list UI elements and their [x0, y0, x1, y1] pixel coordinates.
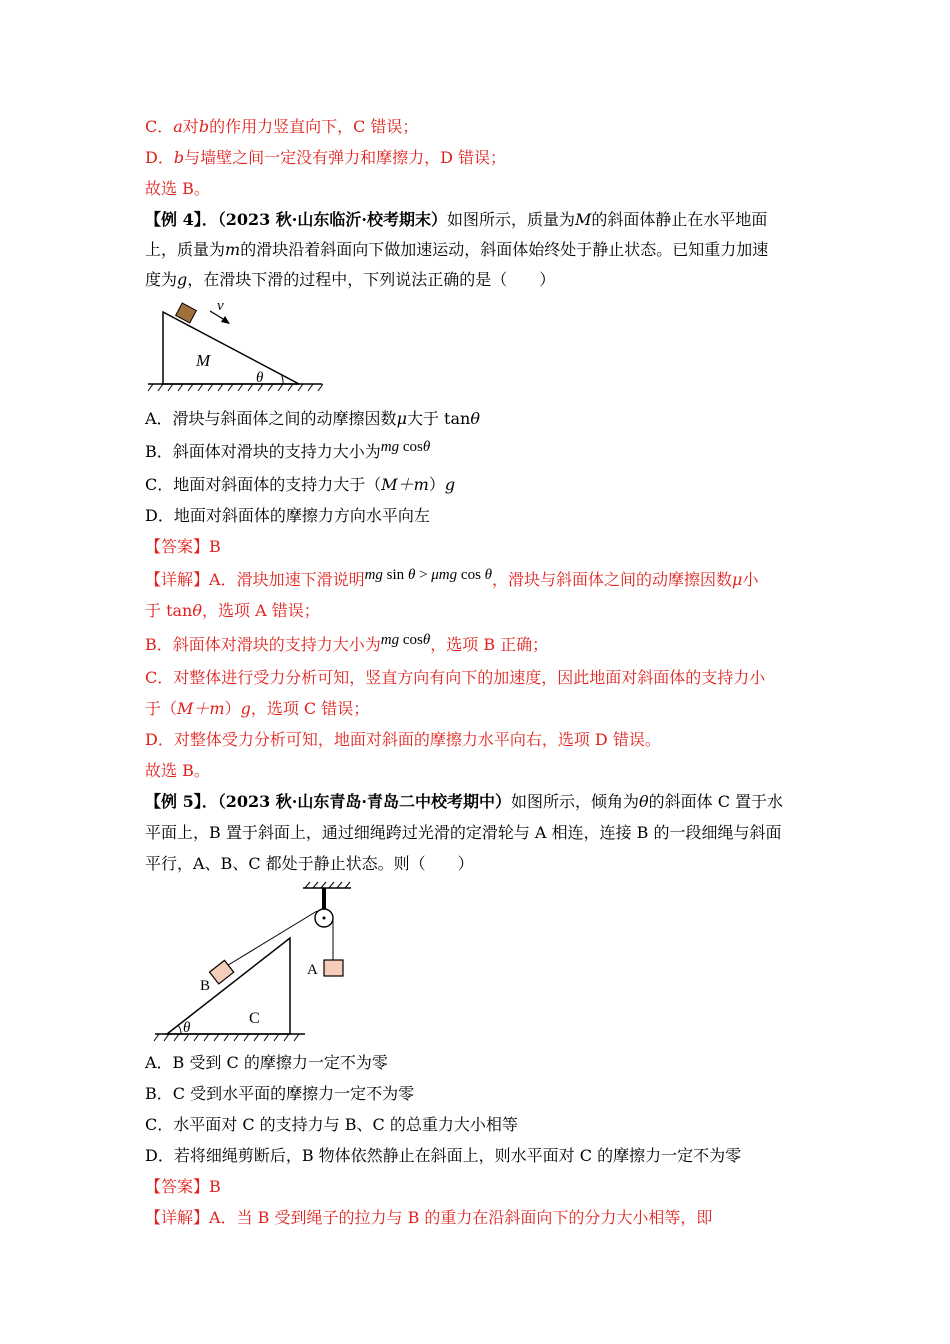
rope-to-B: [225, 911, 317, 967]
block-A: [324, 960, 343, 976]
incline-body: [163, 312, 299, 384]
label-M: M: [196, 351, 211, 370]
label-A: A: [307, 962, 318, 978]
ex4-explanation-d: D．对整体受力分析可知，地面对斜面的摩擦力水平向右，选项 D 错误。: [145, 730, 661, 749]
ex4-conclusion: 故选 B。: [145, 761, 210, 780]
ex5-stem-line-3: 平行，A、B、C 都处于静止状态。则（ ）: [145, 854, 474, 873]
ex5-option-b: B．C 受到水平面的摩擦力一定不为零: [145, 1084, 415, 1103]
ground-hatching: [148, 384, 323, 391]
ex5-stem-line-2: 平面上，B 置于斜面上，通过细绳跨过光滑的定滑轮与 A 相连，连接 B 的一段细绳与斜面: [145, 823, 782, 842]
floor-hatching: [154, 1034, 299, 1041]
ex5-figure-pulley: [145, 880, 360, 1042]
label-theta: θ: [256, 370, 264, 386]
ex4-option-c: C．地面对斜面体的支持力大于（M＋m）g: [145, 475, 456, 494]
ex4-option-b: B．斜面体对滑块的支持力大小为mg cosθ: [145, 439, 431, 461]
ex4-stem-line-1: 【例 4】．（2023 秋·山东临沂·校考期末）如图所示，质量为M的斜面体静止在水平地面: [145, 210, 768, 229]
angle-arc: [178, 1025, 181, 1034]
velocity-arrowhead: [221, 316, 230, 324]
ex4-explanation-b: B．斜面体对滑块的支持力大小为mg cosθ，选项 B 正确；: [145, 632, 549, 654]
ex5-stem-line-1: 【例 5】．（2023 秋·山东青岛·青岛二中校考期中）如图所示，倾角为θ的斜面体 C 置于水: [145, 792, 784, 811]
pulley-axle: [323, 917, 326, 920]
ex5-option-c: C．水平面对 C 的支持力与 B、C 的总重力大小相等: [145, 1115, 518, 1134]
ex4-explanation-a: 【详解】A．滑块加速下滑说明mg sin θ > μmg cos θ，滑块与斜面体之间的动摩擦因数μ小: [145, 567, 759, 589]
label-C: C: [249, 1010, 260, 1027]
ex4-stem-line-3: 度为g，在滑块下滑的过程中，下列说法正确的是（ ）: [145, 270, 556, 289]
ex4-figure-incline: [145, 296, 325, 392]
ex5-label: 【例 5】．（2023 秋·山东青岛·青岛二中校考期中）: [145, 792, 511, 811]
ex4-explanation-a-line2: 于 tanθ，选项 A 错误；: [145, 601, 320, 620]
ex4-stem-line-2: 上，质量为m的滑块沿着斜面向下做加速运动，斜面体始终处于静止状态。已知重力加速: [145, 240, 769, 259]
label-v: v: [217, 298, 224, 314]
ex4-answer: 【答案】B: [145, 537, 221, 556]
prev-conclusion: 故选 B。: [145, 179, 210, 198]
prev-option-c-explanation: C．a对b的作用力竖直向下，C 错误；: [145, 117, 419, 136]
ex4-explanation-c: C．对整体进行受力分析可知，竖直方向有向下的加速度，因此地面对斜面体的支持力小: [145, 668, 766, 687]
ceiling-hatching: [305, 882, 350, 888]
ex4-option-a: A．滑块与斜面体之间的动摩擦因数μ大于 tanθ: [145, 409, 480, 428]
ex4-label: 【例 4】．（2023 秋·山东临沂·校考期末）: [145, 210, 447, 229]
ex4-explanation-c-line2: 于（M＋m）g，选项 C 错误；: [145, 699, 370, 718]
ex5-option-a: A．B 受到 C 的摩擦力一定不为零: [145, 1053, 388, 1072]
ex5-answer: 【答案】B: [145, 1177, 221, 1196]
ex5-option-d: D．若将细绳剪断后，B 物体依然静止在斜面上，则水平面对 C 的摩擦力一定不为零: [145, 1146, 742, 1165]
label-B: B: [200, 978, 211, 994]
prev-option-d-explanation: D．b与墙壁之间一定没有弹力和摩擦力，D 错误；: [145, 148, 507, 167]
label-theta: θ: [183, 1020, 191, 1036]
ex4-option-d: D．地面对斜面体的摩擦力方向水平向左: [145, 506, 430, 525]
ex5-explanation-a: 【详解】A．当 B 受到绳子的拉力与 B 的重力在沿斜面向下的分力大小相等，即: [145, 1208, 713, 1227]
